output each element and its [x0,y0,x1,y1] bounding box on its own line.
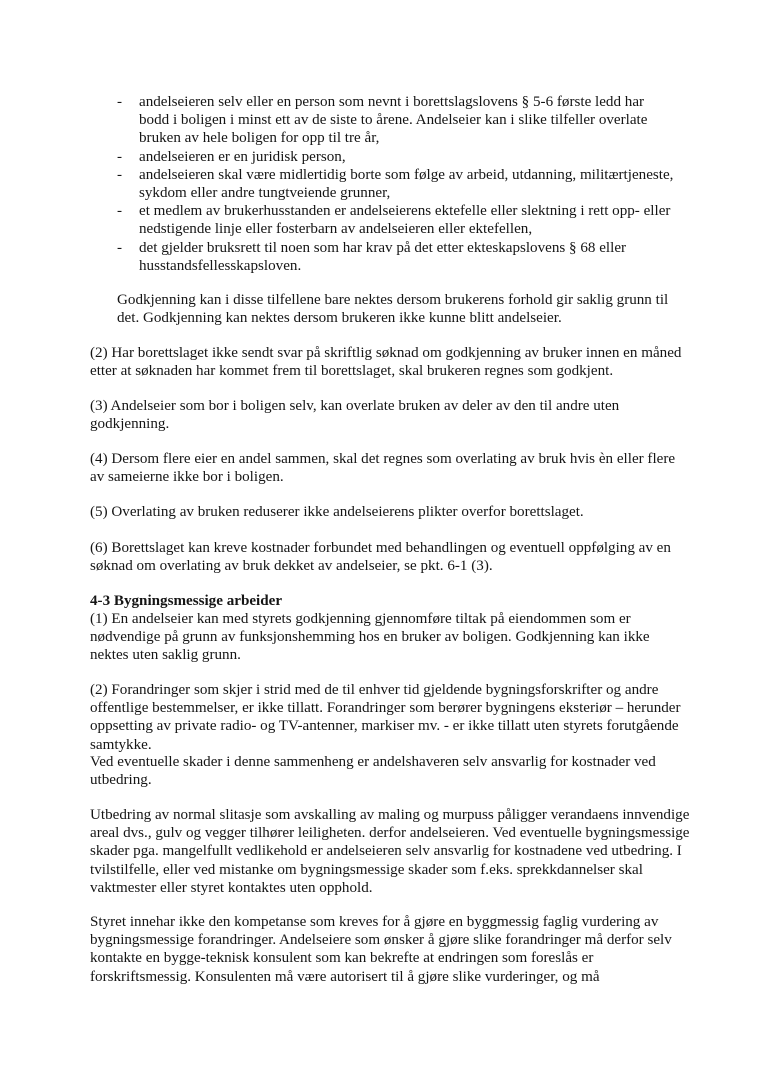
section-heading: 4-3 Bygningsmessige arbeider [90,593,283,609]
approval-paragraph: Godkjenning kan i disse tilfellene bare nektes dersom brukerens forhold gir saklig grunn til det. Godkjenning kan nektes dersom brukeren ikke kunne blitt andelseier. [117,292,669,327]
list-item [117,148,677,166]
list-item-text: andelseieren er en juridisk person, [139,148,346,165]
list-item [117,166,677,202]
bullet-dash: - [117,166,123,183]
bullet-dash: - [117,94,123,110]
list-item-text: andelseieren skal være midlertidig borte som følge av arbeid, utdanning, militærtjeneste, sykdom eller andre tungtveiende grunner, [139,166,674,202]
paragraph-2: (2) Har borettslaget ikke sendt svar på skriftlig søknad om godkjenning av bruker innen en måned etter at søknaden har kommet frem til borettslaget, skal brukeren regnes som godkjent. [90,345,682,380]
paragraph-5: (5) Overlating av bruken reduserer ikke andelseierens plikter overfor borettslaget. [90,504,584,520]
paragraph-6: (6) Borettslaget kan kreve kostnader forbundet med behandlingen og eventuell oppfølging av en søknad om overlating av bruk dekket av andelseier, se pkt. 6-1 (3). [90,540,671,575]
list-item [117,202,677,238]
section-paragraph-2-note: Ved eventuelle skader i denne sammenheng er andelshaveren selv ansvarlig for kostnader ved utbedring. [90,754,656,789]
list-item-text: andelseieren selv eller en person som nevnt i borettslagslovens § 5-6 første ledd har bodd i boligen i minst ett av de siste to årene. Andelseier kan i slike tilfeller overlate bruken av hele boligen for opp til tre år, [139,94,648,147]
bullet-dash: - [117,239,123,256]
section-paragraph-2: (2) Forandringer som skjer i strid med de til enhver tid gjeldende bygningsforskrifter og andre offentlige bestemmelser, er ikke tillatt. Forandringer som berører bygningens eksteriør – herunder oppsetting av private radio- og TV-antenner, markiser mv. - er ikke tillatt uten styrets forutgående samtykke. [90,682,681,753]
bullet-dash: - [117,148,123,165]
bullet-dash: - [117,203,123,220]
paragraph-4: (4) Dersom flere eier en andel sammen, skal det regnes som overlating av bruk hvis èn eller flere av sameierne ikke bor i boligen. [90,451,676,486]
list-item-text: et medlem av brukerhusstanden er andelseierens ektefelle eller slektning i rett opp- eller nedstigende linje eller fosterbarn av andelseieren eller ektefellen, [139,203,671,238]
section-paragraph-3: Utbedring av normal slitasje som avskalling av maling og murpuss påligger verandaens innvendige areal dvs., gulv og vegger tilhører leiligheten. derfor andelseieren. Ved eventuelle bygningsmessige skader pga. mangelfullt vedlikehold er andelseieren selv ansvarlig for kostnadene ved utbedring. I tvilstilfelle, eller ved mistanke om bygningsmessige skader som f.eks. sprekkdannelser skal vaktmester eller styret kontaktes uten opphold. [90,807,690,896]
bullet-list [117,93,677,275]
section-paragraph-1: (1) En andelseier kan med styrets godkjenning gjennomføre tiltak på eiendommen som er nødvendige på grunn av funksjonshemming hos en bruker av boligen. Godkjenning kan ikke nektes uten saklig grunn. [90,611,650,664]
list-item [117,93,677,148]
list-item-text: det gjelder bruksrett til noen som har krav på det etter ekteskapslovens § 68 eller husstandsfellesskapsloven. [139,239,627,274]
paragraph-3: (3) Andelseier som bor i boligen selv, kan overlate bruken av deler av den til andre uten godkjenning. [90,398,620,433]
list-item [117,239,677,275]
section-paragraph-4: Styret innehar ikke den kompetanse som kreves for å gjøre en byggmessig faglig vurdering av bygningsmessige forandringer. Andelseiere som ønsker å gjøre slike forandringer må derfor selv kontakte en bygge-teknisk konsulent som kan bekrefte at endringen som foreslås er forskriftsmessig. Konsulenten må være autorisert til å gjøre slike vurderinger, og må [90,914,672,985]
